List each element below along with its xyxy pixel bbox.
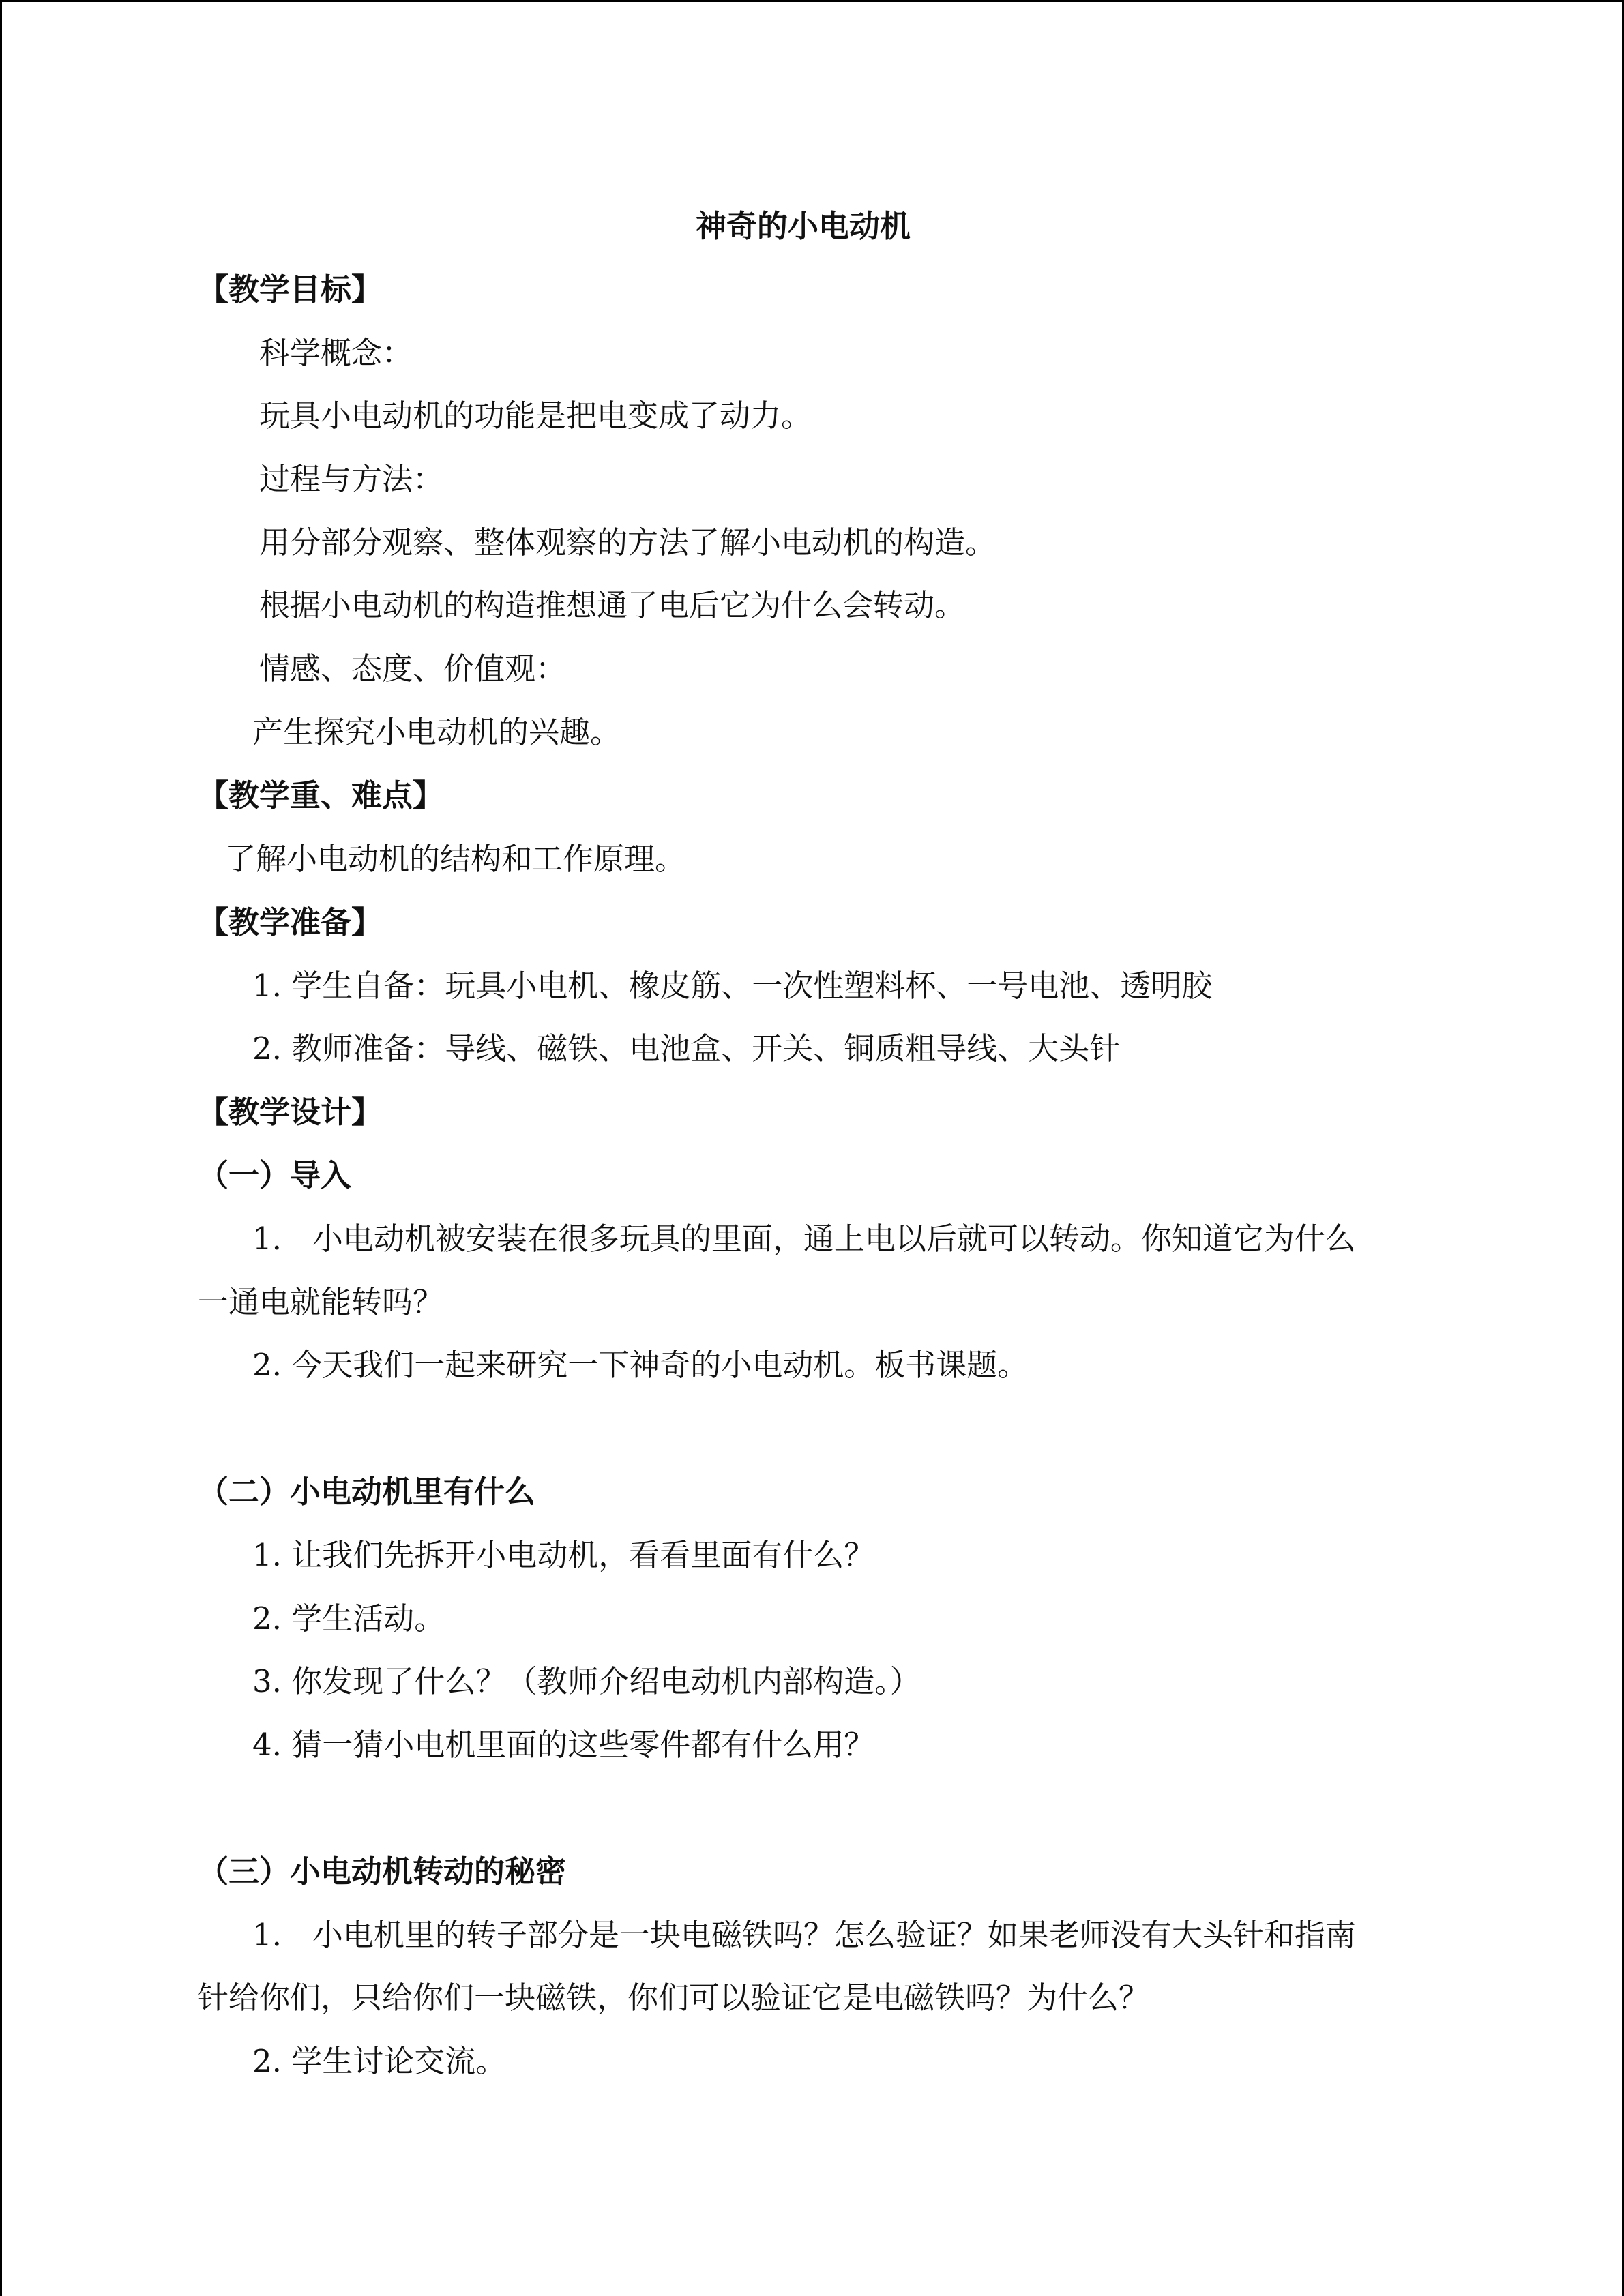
part1-item-2: 2. 今天我们一起来研究一下神奇的小电动机。板书课题。 (252, 1347, 1029, 1383)
part3-item-2: 2. 学生讨论交流。 (252, 2043, 507, 2079)
concept-text: 玩具小电动机的功能是把电变成了动力。 (259, 398, 812, 434)
part3-item-1-line-2: 针给你们，只给你们一块磁铁，你们可以验证它是电磁铁吗？为什么？ (198, 1980, 1150, 2016)
design-heading: 【教学设计】 (198, 1094, 383, 1130)
part2-heading: （二）小电动机里有什么 (198, 1474, 536, 1510)
part2-item-1: 1. 让我们先拆开小电动机，看看里面有什么？ (252, 1537, 875, 1573)
concept-label: 科学概念： (259, 335, 413, 371)
part3-heading: （三）小电动机转动的秘密 (198, 1853, 567, 1890)
objectives-heading: 【教学目标】 (198, 271, 383, 308)
prep-item-1: 1. 学生自备：玩具小电机、橡皮筋、一次性塑料杯、一号电池、透明胶 (252, 968, 1213, 1004)
process-text-2: 根据小电动机的构造推想通了电后它为什么会转动。 (259, 587, 966, 623)
process-label: 过程与方法： (259, 461, 444, 497)
document-title: 神奇的小电动机 (696, 208, 911, 244)
key-heading: 【教学重、难点】 (198, 777, 444, 814)
prep-heading: 【教学准备】 (198, 904, 383, 940)
part3-item-1-line-1: 1. 小电机里的转子部分是一块电磁铁吗？怎么验证？如果老师没有大头针和指南 (252, 1917, 1356, 1953)
process-text-1: 用分部分观察、整体观察的方法了解小电动机的构造。 (259, 524, 996, 561)
part2-item-3: 3. 你发现了什么？（教师介绍电动机内部构造。） (252, 1663, 921, 1699)
part2-item-4: 4. 猜一猜小电机里面的这些零件都有什么用？ (252, 1727, 875, 1763)
prep-item-2: 2. 教师准备：导线、磁铁、电池盒、开关、铜质粗导线、大头针 (252, 1030, 1121, 1067)
page-border-top (0, 0, 1624, 2)
emotion-label: 情感、态度、价值观： (259, 651, 567, 687)
key-text: 了解小电动机的结构和工作原理。 (225, 841, 686, 877)
part2-item-2: 2. 学生活动。 (252, 1600, 445, 1637)
emotion-text: 产生探究小电动机的兴趣。 (252, 714, 621, 750)
part1-heading: （一）导入 (198, 1157, 352, 1193)
page-border-left (0, 0, 2, 2296)
part1-item-1-line-1: 1. 小电动机被安装在很多玩具的里面，通上电以后就可以转动。你知道它为什么 (252, 1221, 1356, 1257)
part1-item-1-line-2: 一通电就能转吗？ (198, 1284, 444, 1320)
